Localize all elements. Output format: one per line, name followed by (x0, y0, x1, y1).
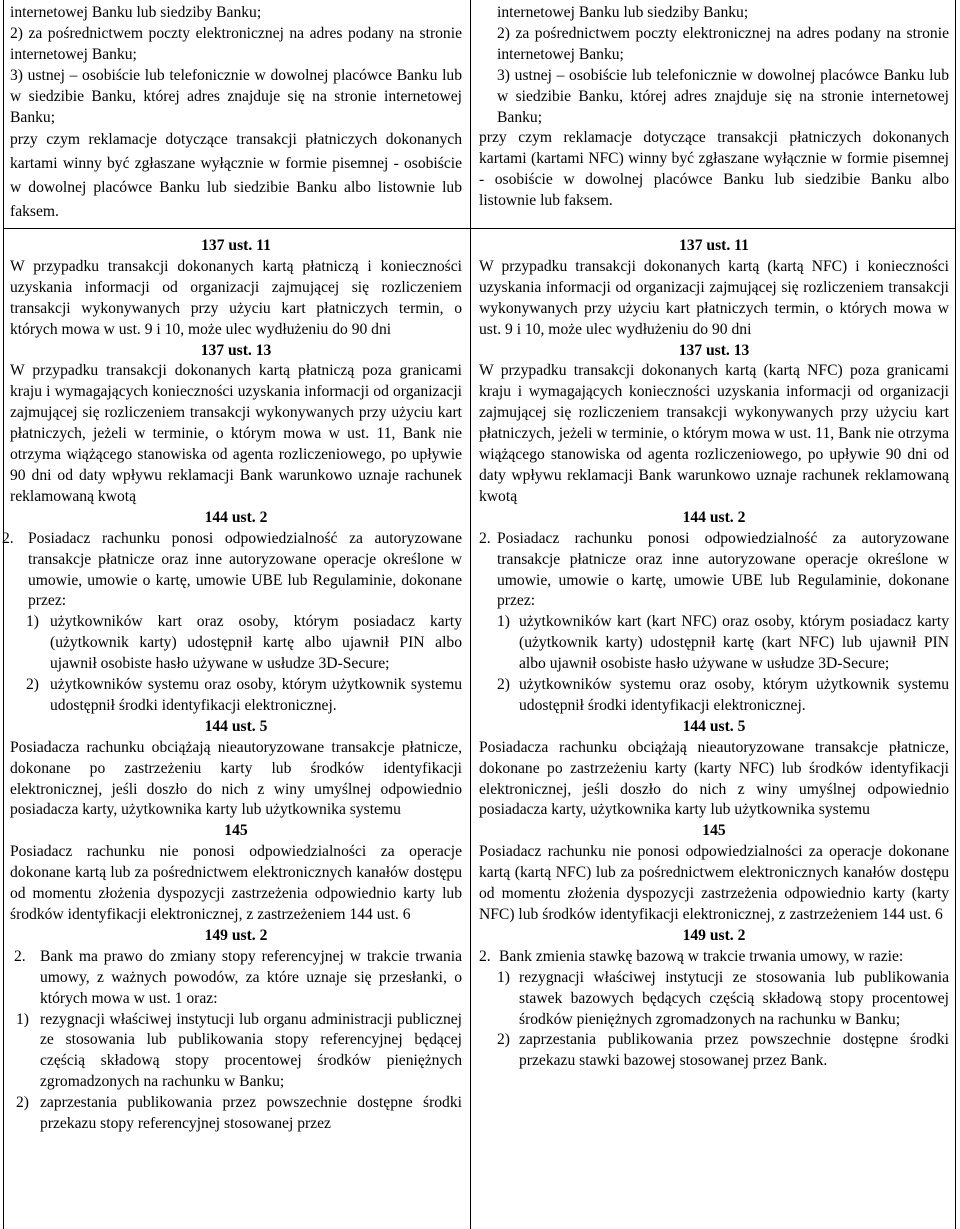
left-list-149-2 (10, 947, 462, 1010)
left-paragraph-145: Posiadacz rachunku nie ponosi odpowiedzialności za operacje dokonane kartą lub za pośrednictwem elektronicznych kanałów dostępu od momentu złożenia dyspozycji zastrzeżenia odpowiednio karty lub środków identyfikacji elektronicznej, z zastrzeżeniem 144 ust. 6 (10, 843, 462, 923)
right-heading-137-11: 137 ust. 11 (679, 237, 749, 254)
left-list-item-1 (10, 1010, 462, 1094)
right-paragraph-144-5: Posiadacza rachunku obciążają nieautoryzowane transakcje płatnicze, dokonane po zastrzeżeniu karty (karty NFC) lub środków identyfikacji elektronicznej, jeśli doszło do nich z winy umyślnej odpowiednio posiadacza karty, użytkownika karty lub użytkownika systemu (479, 738, 949, 819)
left-heading-137-13: 137 ust. 13 (200, 341, 272, 359)
left-list-item-text: rezygnacji właściwej instytucji lub organu administracji publicznej ze stosowania lub publikowania stopy referencyjnej będącej częścią składową stopy procentowej środków pieniężnych zgromadzonych na rachunku w Banku; (40, 1010, 462, 1091)
right-list-item-2 (479, 675, 949, 717)
right-list-item-text: zaprzestania publikowania przez powszechnie dostępne środki przekazu stawki bazowej stosowanej przez Bank. (519, 1031, 949, 1070)
left-paragraph-144-2: Posiadacz rachunku ponosi odpowiedzialność za autoryzowane transakcje płatnicze oraz inne autoryzowane operacje określone w umowie, umowie o kartę, umowie UBE lub Regulaminie, dokonane przez: (28, 529, 462, 610)
right-list-item-2 (479, 1030, 949, 1072)
left-heading-144-5: 144 ust. 5 (204, 717, 268, 735)
right-list-item-number: 1) (497, 968, 510, 986)
table-divider-center (470, 0, 471, 1229)
left-list-item-number: 2) (26, 676, 39, 694)
left-list-item-text: użytkowników kart oraz osoby, którym posiadacz karty (użytkownik karty) udostępnił kartę albo ujawnił PIN albo ujawnił osobiste hasło używane w usłudze 3D-Secure; (50, 613, 462, 673)
table-border-right (955, 0, 956, 1229)
left-list-item-2 (10, 675, 462, 717)
right-paragraph-144-2: Posiadacz rachunku ponosi odpowiedzialność za autoryzowane transakcje płatnicze oraz inne autoryzowane operacje określone w umowie, umowie o kartę, umowie UBE lub Regulaminie, dokonane przez: (497, 529, 949, 610)
left-list-item-text: użytkowników systemu oraz osoby, którym użytkownik systemu udostępnił środki identyfikacji elektronicznej. (50, 676, 462, 714)
right-list-item-text: użytkowników systemu oraz osoby, którym użytkownik systemu udostępnił środki identyfikacji elektronicznej. (519, 676, 949, 714)
right-list-item-1 (479, 968, 949, 1031)
left-list-item-text: zaprzestania publikowania przez powszechnie dostępne środki przekazu stopy referencyjnej stosowanej przez (40, 1094, 462, 1133)
right-list-number: 2. (479, 529, 491, 547)
right-list-item-1 (479, 612, 949, 675)
right-paragraph-137-13: W przypadku transakcji dokonanych kartą (kartą NFC) poza granicami kraju i wymagających konieczności uzyskania informacji od organizacji zajmującej się rozliczeniem transakcji wykonywanych przy użyciu kart płatniczych, jeżeli w terminie, o którym mowa w ust. 11, Bank nie otrzyma wiążącego stanowiska od agenta rozliczeniowego, po upływie 90 dni od daty wpływu reklamacji Bank warunkowo uznaje rachunek reklamowaną kwotą (479, 362, 949, 505)
left-body-cell (2, 236, 462, 1229)
right-top-item-3: 3) ustnej – osobiście lub telefonicznie w dowolnej placówce Banku lub w siedzibie Banku, której adres znajduje się na stronie internetowej Banku; (497, 66, 949, 126)
right-list-item-number: 2) (497, 1031, 510, 1049)
left-top-line: internetowej Banku lub siedziby Banku; (10, 4, 262, 21)
right-list-item-number: 2) (497, 676, 510, 694)
left-paragraph-137-13: W przypadku transakcji dokonanych kartą płatniczą poza granicami kraju i wymagających konieczności uzyskania informacji od organizacji zajmującej się rozliczeniem transakcji wykonywanych przy użyciu kart płatniczych, jeżeli w terminie, o którym mowa w ust. 11, Bank nie otrzyma wiążącego stanowiska od agenta rozliczeniowego, po upływie 90 dni od daty wpływu reklamacji Bank warunkowo uznaje rachunek reklamowaną kwotą (10, 362, 462, 505)
left-list-item-2 (10, 1093, 462, 1135)
right-heading-145: 145 (702, 822, 726, 840)
right-body-cell (479, 236, 949, 1229)
right-list-number: 2. (479, 947, 491, 965)
left-paragraph-144-5: Posiadacza rachunku obciążają nieautoryzowane transakcje płatnicze, dokonane po zastrzeżeniu karty lub środków identyfikacji elektronicznej, jeśli doszło do nich z winy umyślnej odpowiednio posiadacza karty, użytkownika karty lub użytkownika systemu (10, 738, 462, 819)
left-top-item-3: 3) ustnej – osobiście lub telefonicznie w dowolnej placówce Banku lub w siedzibie Banku, której adres znajduje się na stronie internetowej Banku; (10, 66, 462, 126)
left-paragraph-137-11: W przypadku transakcji dokonanych kartą płatniczą i konieczności uzyskania informacji od organizacji zajmującej się rozliczeniem transakcji wykonywanych przy użyciu kart płatniczych termin, o których mowa w ust. 9 i 10, może ulec wydłużeniu do 90 dni (10, 257, 462, 338)
right-list-item-number: 1) (497, 613, 510, 631)
left-heading-144-2: 144 ust. 2 (204, 508, 268, 526)
left-heading-137-11: 137 ust. 11 (201, 237, 271, 254)
left-list-number: 2. (14, 947, 26, 965)
right-heading-144-5: 144 ust. 5 (682, 717, 746, 735)
left-list-item-number: 1) (26, 613, 39, 631)
right-top-item-2: 2) za pośrednictwem poczty elektronicznej na adres podany na stronie internetowej Banku; (497, 24, 949, 63)
right-heading-137-13: 137 ust. 13 (678, 341, 750, 359)
left-heading-145: 145 (224, 822, 248, 840)
right-paragraph-145: Posiadacz rachunku nie ponosi odpowiedzialności za operacje dokonane kartą (kartą NFC) lub za pośrednictwem elektronicznych kanałów dostępu od momentu złożenia dyspozycji zastrzeżenia odpowiednio karty (karty NFC) lub środków identyfikacji elektronicznej, z zastrzeżeniem 144 ust. 6 (479, 843, 949, 923)
right-list-item-text: użytkowników kart (kart NFC) oraz osoby, którym posiadacz karty (użytkownik karty) udostępnił kartę (kart NFC) lub ujawnił PIN albo ujawnił osobiste hasło używane w usłudze 3D-Secure; (519, 613, 949, 673)
left-list-number: 2. (2, 529, 14, 547)
left-list-144-2 (2, 529, 462, 613)
right-top-paragraph: przy czym reklamacje dotyczące transakcji płatniczych dokonanych kartami (kartami NFC) winny być zgłaszane wyłącznie w formie pisemnej - osobiście w dowolnej placówce Banku lub siedzibie Banku albo listownie lub faksem. (479, 129, 949, 210)
right-heading-149-2: 149 ust. 2 (682, 926, 746, 944)
table-border-left (3, 0, 4, 1229)
left-top-cell (10, 3, 462, 224)
right-list-item-text: rezygnacji właściwej instytucji ze stosowania lub publikowania stawek bazowych będących częścią składową stopy procentowej środków pieniężnych zgromadzonych na rachunku w Banku; (519, 968, 949, 1028)
left-paragraph-149-2: Bank ma prawo do zmiany stopy referencyjnej w trakcie trwania umowy, z ważnych powodów, za które uznaje się przesłanki, o których mowa w ust. 1 oraz: (40, 947, 462, 1007)
right-heading-144-2: 144 ust. 2 (682, 508, 746, 526)
right-paragraph-137-11: W przypadku transakcji dokonanych kartą (kartą NFC) i konieczności uzyskania informacji od organizacji zajmującej się rozliczeniem transakcji wykonywanych przy użyciu kart płatniczych termin, o których mowa w ust. 9 i 10, może ulec wydłużeniu do 90 dni (479, 257, 949, 338)
right-top-cell (479, 3, 949, 212)
left-list-item-1 (10, 612, 462, 675)
left-heading-149-2: 149 ust. 2 (204, 926, 268, 944)
left-top-paragraph: przy czym reklamacje dotyczące transakcji płatniczych dokonanych kartami winny być zgłaszane wyłącznie w formie pisemnej - osobiście w dowolnej placówce Banku lub siedzibie Banku albo listownie lub faksem. (10, 131, 462, 221)
table-row-divider (3, 228, 956, 229)
right-paragraph-149-2: Bank zmienia stawkę bazową w trakcie trwania umowy, w razie: (499, 947, 904, 965)
left-list-item-number: 2) (16, 1094, 29, 1112)
right-list-144-2 (479, 529, 949, 613)
right-top-line: internetowej Banku lub siedziby Banku; (497, 4, 749, 21)
left-top-item-2: 2) za pośrednictwem poczty elektronicznej na adres podany na stronie internetowej Banku; (10, 24, 462, 63)
left-list-item-number: 1) (16, 1010, 29, 1028)
right-list-149-2 (479, 947, 949, 968)
